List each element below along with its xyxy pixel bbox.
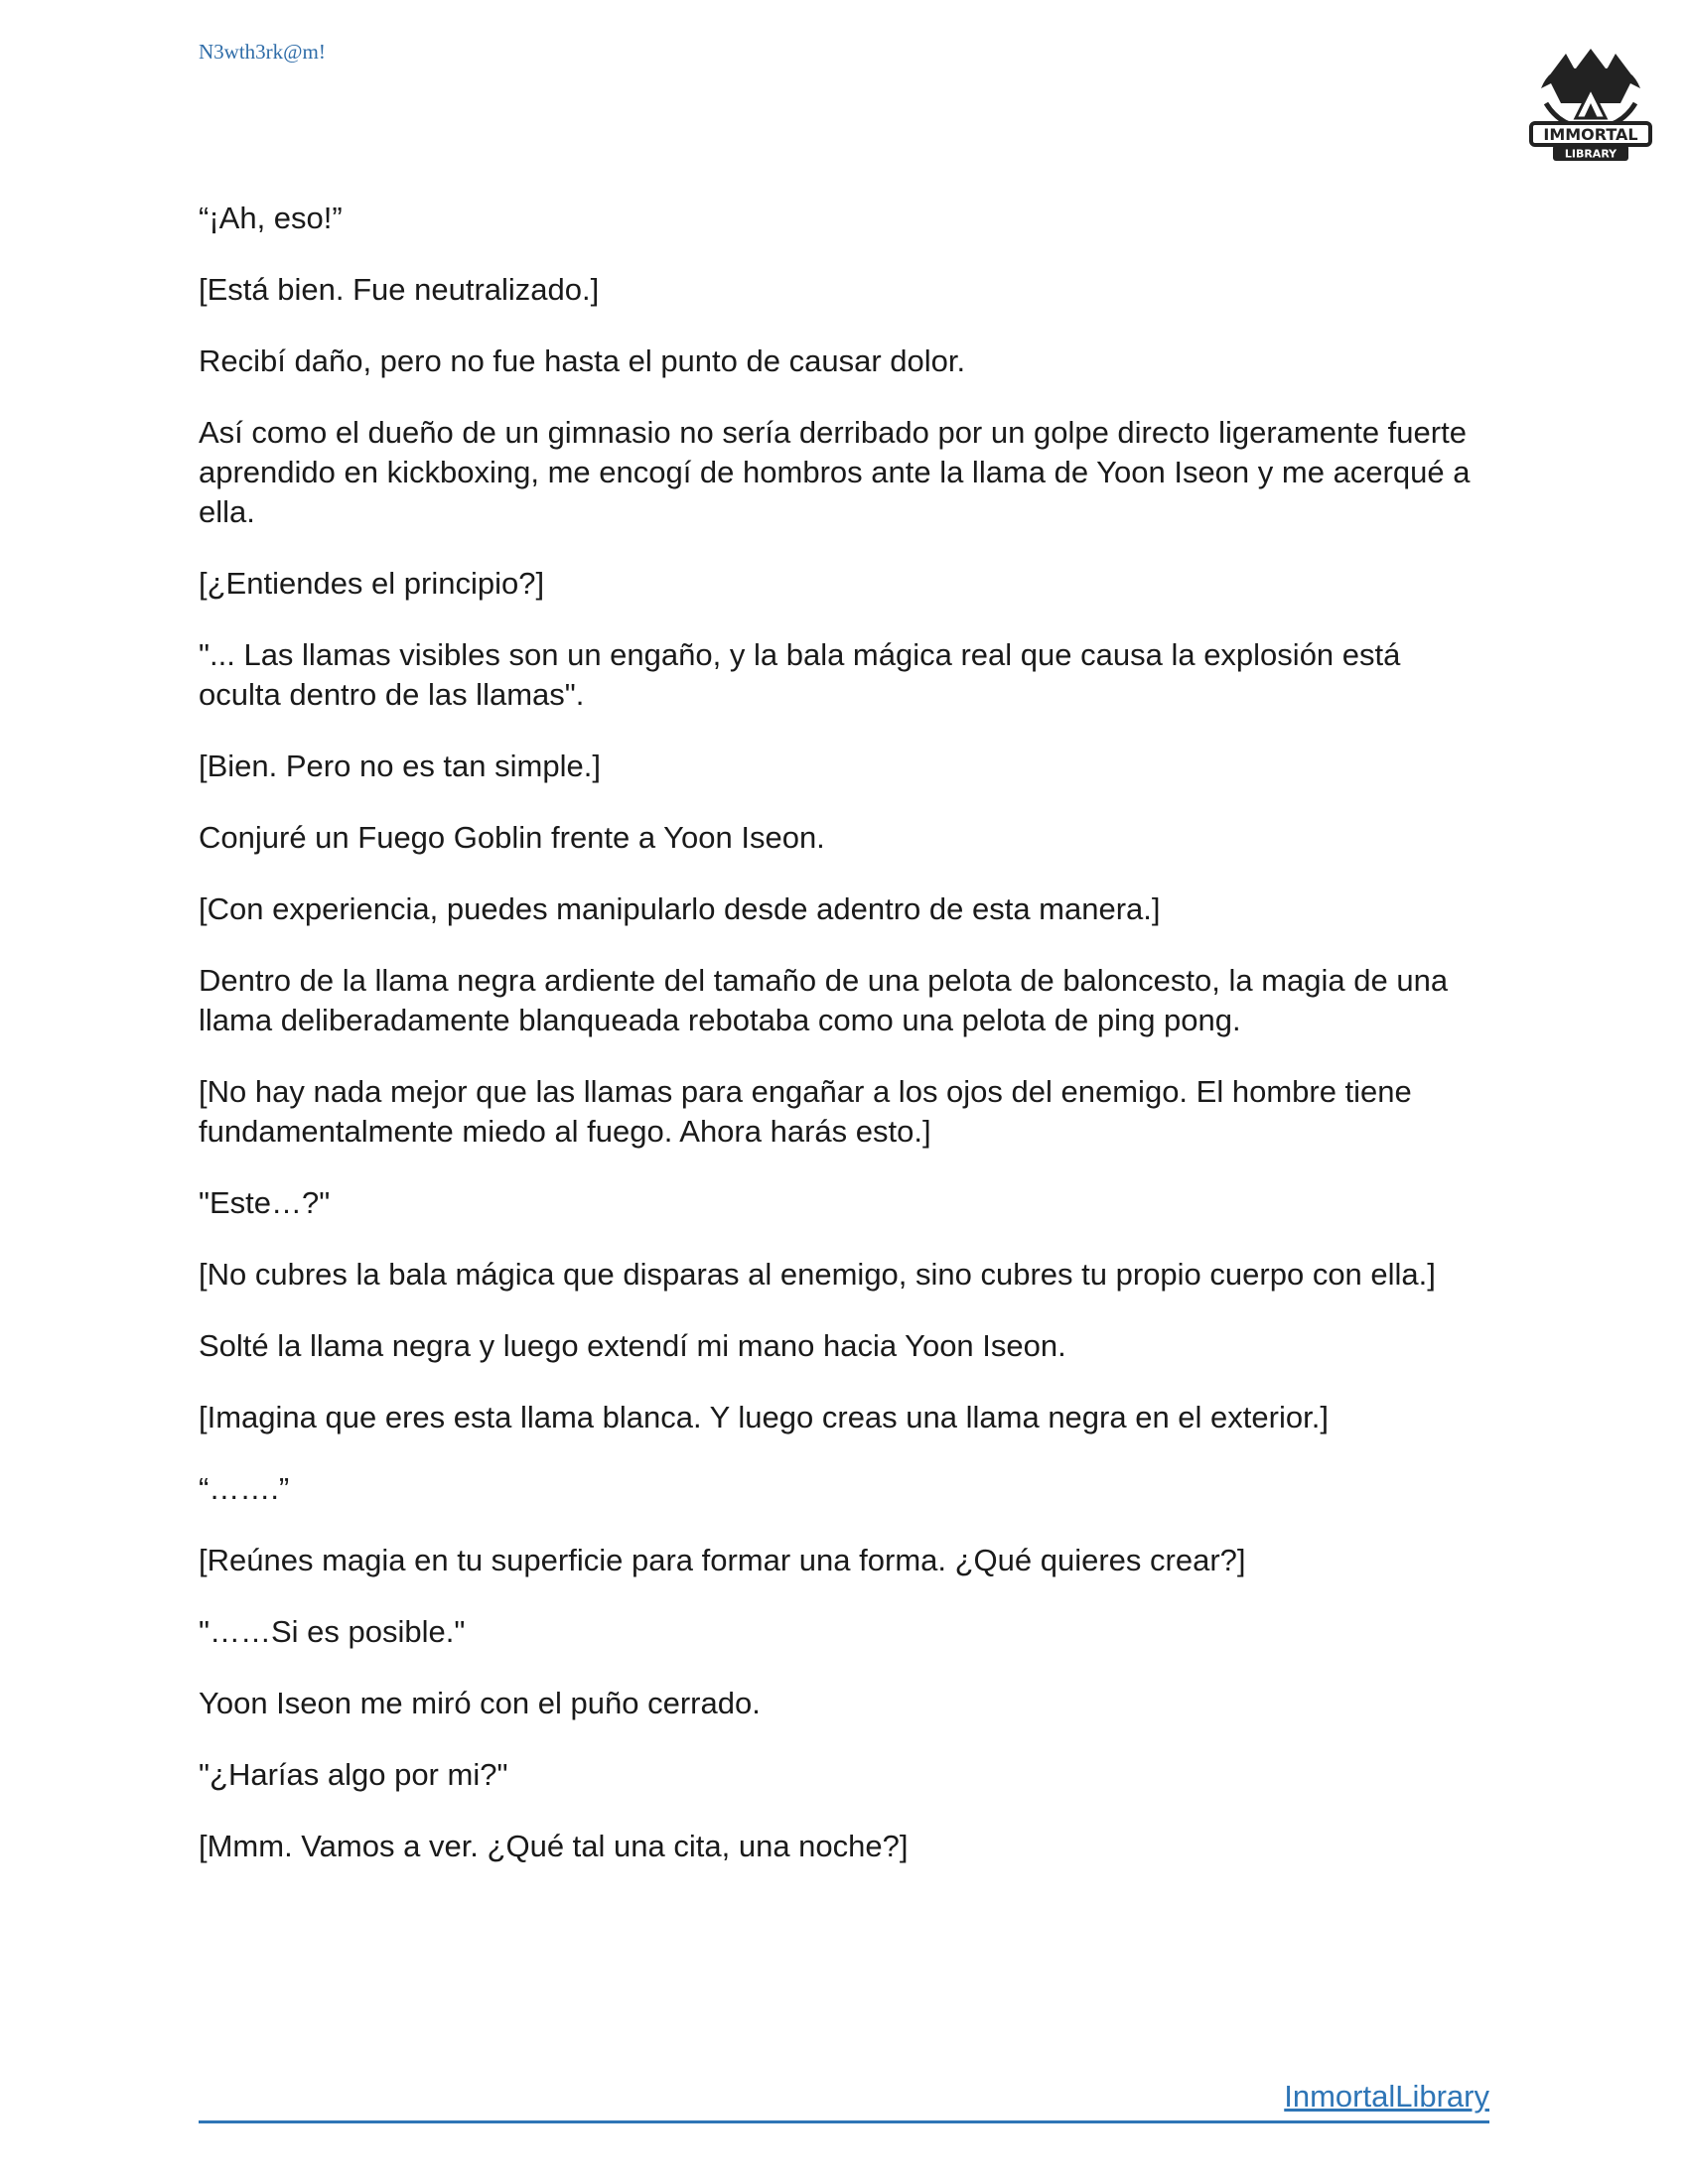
- paragraph: Así como el dueño de un gimnasio no sería derribado por un golpe directo ligeramente fuerte aprendido en kickboxing, me encogí de hombros ante la llama de Yoon Iseon y me acerqué a ella.: [199, 415, 1471, 529]
- paragraph: [¿Entiendes el principio?]: [199, 566, 545, 601]
- paragraph: Solté la llama negra y luego extendí mi mano hacia Yoon Iseon.: [199, 1328, 1066, 1363]
- logo-text-immortal: IMMORTAL: [1543, 125, 1638, 144]
- paragraph: [No cubres la bala mágica que disparas al enemigo, sino cubres tu propio cuerpo con ella.]: [199, 1257, 1436, 1292]
- paragraph: Recibí daño, pero no fue hasta el punto de causar dolor.: [199, 343, 966, 378]
- immortal-library-logo: [1521, 34, 1660, 173]
- paragraph: [Con experiencia, puedes manipularlo desde adentro de esta manera.]: [199, 891, 1161, 926]
- paragraph: [Imagina que eres esta llama blanca. Y luego creas una llama negra en el exterior.]: [199, 1400, 1329, 1434]
- document-body: [199, 199, 1489, 1898]
- footer: [199, 2065, 1489, 2123]
- paragraph: "Este…?": [199, 1185, 331, 1220]
- paragraph: "……Si es posible.": [199, 1614, 466, 1649]
- paragraph: Dentro de la llama negra ardiente del tamaño de una pelota de baloncesto, la magia de una llama deliberadamente blanqueada rebotaba como una pelota de ping pong.: [199, 963, 1449, 1037]
- paragraph: "¿Harías algo por mi?": [199, 1757, 508, 1792]
- paragraph: “…….”: [199, 1471, 290, 1506]
- paragraph: "... Las llamas visibles son un engaño, y la bala mágica real que causa la explosión está oculta dentro de las llamas".: [199, 637, 1401, 712]
- footer-link[interactable]: InmortalLibrary: [1284, 2079, 1489, 2114]
- header-watermark: N3wth3rk@m!: [199, 40, 326, 64]
- paragraph: [Mmm. Vamos a ver. ¿Qué tal una cita, una noche?]: [199, 1829, 909, 1863]
- paragraph: Conjuré un Fuego Goblin frente a Yoon Iseon.: [199, 820, 825, 855]
- logo-text-library: LIBRARY: [1564, 147, 1618, 161]
- paragraph: [Está bien. Fue neutralizado.]: [199, 272, 600, 307]
- paragraph: Yoon Iseon me miró con el puño cerrado.: [199, 1686, 761, 1720]
- paragraph: “¡Ah, eso!”: [199, 201, 343, 235]
- paragraph: [Reúnes magia en tu superficie para formar una forma. ¿Qué quieres crear?]: [199, 1543, 1246, 1577]
- paragraph: [No hay nada mejor que las llamas para engañar a los ojos del enemigo. El hombre tiene fundamentalmente miedo al fuego. Ahora harás esto.]: [199, 1074, 1412, 1149]
- logo-artwork: [1531, 49, 1650, 161]
- paragraph: [Bien. Pero no es tan simple.]: [199, 749, 601, 783]
